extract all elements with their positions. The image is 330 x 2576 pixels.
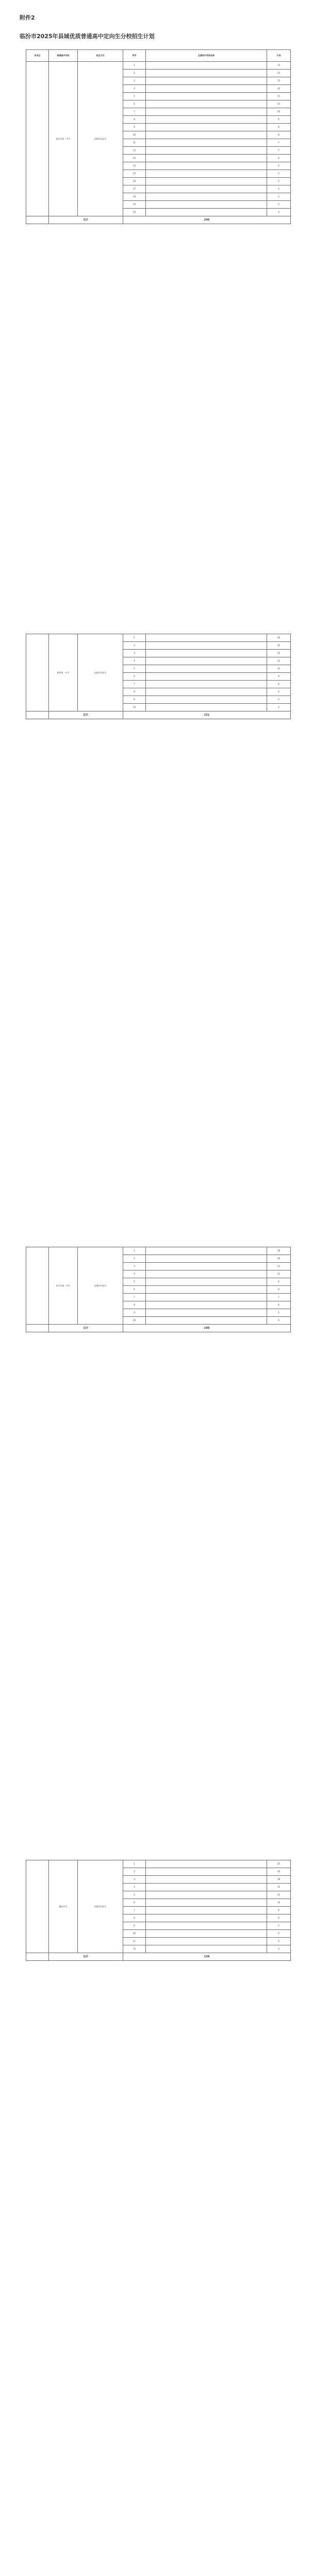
header-county: 县市区 xyxy=(26,50,49,62)
seq-cell: 20 xyxy=(123,209,146,216)
source-school-cell xyxy=(146,131,267,139)
source-school-cell xyxy=(146,1945,267,1953)
quota-cell: 18 xyxy=(267,1247,291,1255)
source-school-cell xyxy=(146,1278,267,1286)
quota-cell: 5 xyxy=(267,696,291,704)
seq-cell: 6 xyxy=(123,100,146,108)
table-row xyxy=(26,62,291,70)
seq-cell: 8 xyxy=(123,116,146,124)
seq-cell: 6 xyxy=(123,673,146,681)
seq-cell: 14 xyxy=(123,162,146,170)
header-school: 普通高中学校 xyxy=(49,50,78,62)
quota-cell: 3 xyxy=(267,1945,291,1953)
school-cell: 侯马市第一中学 xyxy=(49,1247,78,1325)
quota-cell: 5 xyxy=(267,1309,291,1317)
seq-cell: 6 xyxy=(123,1899,146,1907)
quota-cell: 3 xyxy=(267,201,291,209)
quota-cell: 22 xyxy=(267,642,291,650)
seq-cell: 1 xyxy=(123,62,146,70)
quota-cell: 9 xyxy=(267,116,291,124)
source-school-cell xyxy=(146,1899,267,1907)
subtotal-label: 总计 xyxy=(49,1325,123,1332)
county-cell xyxy=(26,1247,49,1325)
source-school-cell xyxy=(146,1294,267,1301)
quota-cell: 8 xyxy=(267,1286,291,1294)
seq-cell: 10 xyxy=(123,704,146,711)
county-cell xyxy=(26,634,49,711)
quota-cell: 6 xyxy=(267,155,291,162)
seq-cell: 3 xyxy=(123,1876,146,1884)
source-school-cell xyxy=(146,1286,267,1294)
quota-cell: 10 xyxy=(267,1899,291,1907)
header-seq: 序号 xyxy=(123,50,146,62)
quota-cell: 20 xyxy=(267,1868,291,1876)
seq-cell: 10 xyxy=(123,1930,146,1938)
source-school-cell xyxy=(146,70,267,77)
county-cell xyxy=(26,711,49,719)
seq-cell: 7 xyxy=(123,681,146,688)
source-school-cell xyxy=(146,657,267,665)
document-page-5 xyxy=(0,2452,330,2576)
source-school-cell xyxy=(146,1247,267,1255)
seq-cell: 15 xyxy=(123,170,146,178)
header-method: 招生方式 xyxy=(78,50,123,62)
document-page-3 xyxy=(0,1226,330,1834)
seq-cell: 4 xyxy=(123,1884,146,1891)
seq-cell: 4 xyxy=(123,85,146,93)
source-school-cell xyxy=(146,634,267,642)
source-school-cell xyxy=(146,108,267,116)
source-school-cell xyxy=(146,642,267,650)
source-school-cell xyxy=(146,1914,267,1922)
school-cell: 临汾市第一中学 xyxy=(49,62,78,216)
subtotal-label: 总计 xyxy=(49,1953,123,1961)
table-row xyxy=(26,1247,291,1255)
quota-cell: 9 xyxy=(267,1278,291,1286)
source-school-cell xyxy=(146,155,267,162)
source-school-cell xyxy=(146,209,267,216)
method-cell: 县域定向招生 xyxy=(78,1860,123,1953)
seq-cell: 1 xyxy=(123,1247,146,1255)
subtotal-value: 138 xyxy=(123,1953,291,1961)
source-school-cell xyxy=(146,93,267,100)
source-school-cell xyxy=(146,62,267,70)
quota-cell: 25 xyxy=(267,1860,291,1868)
source-school-cell xyxy=(146,162,267,170)
seq-cell: 6 xyxy=(123,1286,146,1294)
seq-cell: 2 xyxy=(123,642,146,650)
seq-cell: 1 xyxy=(123,1860,146,1868)
seq-cell: 2 xyxy=(123,70,146,77)
quota-cell: 5 xyxy=(267,178,291,185)
quota-cell: 3 xyxy=(267,193,291,201)
quota-cell: 7 xyxy=(267,147,291,155)
seq-cell: 9 xyxy=(123,696,146,704)
seq-cell: 5 xyxy=(123,93,146,100)
table-row xyxy=(26,1860,291,1868)
quota-cell: 12 xyxy=(267,1263,291,1270)
source-school-cell xyxy=(146,1317,267,1325)
seq-cell: 10 xyxy=(123,1317,146,1325)
source-school-cell xyxy=(146,696,267,704)
enrollment-table-1 xyxy=(26,49,291,224)
source-school-cell xyxy=(146,1255,267,1263)
quota-cell: 14 xyxy=(267,70,291,77)
source-school-cell xyxy=(146,1930,267,1938)
header-quota: 计划 xyxy=(267,50,291,62)
quota-cell: 9 xyxy=(267,673,291,681)
seq-cell: 19 xyxy=(123,201,146,209)
table-header-row xyxy=(26,50,291,62)
county-cell xyxy=(26,1325,49,1332)
seq-cell: 8 xyxy=(123,1914,146,1922)
quota-cell: 5 xyxy=(267,170,291,178)
subtotal-row xyxy=(26,1325,291,1332)
quota-cell: 4 xyxy=(267,1930,291,1938)
quota-cell: 14 xyxy=(267,62,291,70)
table-row xyxy=(26,634,291,642)
source-school-cell xyxy=(146,124,267,131)
source-school-cell xyxy=(146,1301,267,1309)
source-school-cell xyxy=(146,1263,267,1270)
source-school-cell xyxy=(146,100,267,108)
seq-cell: 7 xyxy=(123,108,146,116)
seq-cell: 2 xyxy=(123,1868,146,1876)
source-school-cell xyxy=(146,201,267,209)
seq-cell: 4 xyxy=(123,657,146,665)
source-school-cell xyxy=(146,77,267,85)
subtotal-row xyxy=(26,711,291,719)
quota-cell: 6 xyxy=(267,1914,291,1922)
source-school-cell xyxy=(146,673,267,681)
quota-cell: 8 xyxy=(267,681,291,688)
seq-cell: 16 xyxy=(123,178,146,185)
quota-cell: 10 xyxy=(267,100,291,108)
subtotal-row xyxy=(26,216,291,224)
county-cell xyxy=(26,1953,49,1961)
quota-cell: 6 xyxy=(267,1301,291,1309)
seq-cell: 5 xyxy=(123,1891,146,1899)
seq-cell: 1 xyxy=(123,634,146,642)
source-school-cell xyxy=(146,185,267,193)
school-cell: 襄汾中学 xyxy=(49,1860,78,1953)
seq-cell: 3 xyxy=(123,77,146,85)
source-school-cell xyxy=(146,147,267,155)
county-cell xyxy=(26,62,49,216)
school-cell: 霍州第一中学 xyxy=(49,634,78,711)
source-school-cell xyxy=(146,1891,267,1899)
quota-cell: 11 xyxy=(267,1270,291,1278)
method-cell: 县域定向招生 xyxy=(78,62,123,216)
enrollment-table-2 xyxy=(26,634,291,719)
quota-cell: 13 xyxy=(267,77,291,85)
quota-cell: 8 xyxy=(267,124,291,131)
seq-cell: 5 xyxy=(123,665,146,673)
quota-cell: 11 xyxy=(267,93,291,100)
quota-cell: 15 xyxy=(267,1884,291,1891)
source-school-cell xyxy=(146,1309,267,1317)
seq-cell: 4 xyxy=(123,1270,146,1278)
header-source-school: 生源初中学校名称 xyxy=(146,50,267,62)
quota-cell: 12 xyxy=(267,1891,291,1899)
source-school-cell xyxy=(146,1884,267,1891)
quota-cell: 4 xyxy=(267,185,291,193)
quota-cell: 15 xyxy=(267,650,291,657)
source-school-cell xyxy=(146,139,267,147)
source-school-cell xyxy=(146,704,267,711)
seq-cell: 9 xyxy=(123,124,146,131)
quota-cell: 12 xyxy=(267,657,291,665)
seq-cell: 18 xyxy=(123,193,146,201)
seq-cell: 7 xyxy=(123,1294,146,1301)
source-school-cell xyxy=(146,1876,267,1884)
subtotal-value: 131 xyxy=(123,711,291,719)
seq-cell: 11 xyxy=(123,1938,146,1945)
source-school-cell xyxy=(146,1270,267,1278)
quota-cell: 30 xyxy=(267,634,291,642)
subtotal-label: 总计 xyxy=(49,216,123,224)
source-school-cell xyxy=(146,681,267,688)
source-school-cell xyxy=(146,688,267,696)
source-school-cell xyxy=(146,1860,267,1868)
seq-cell: 11 xyxy=(123,139,146,147)
seq-cell: 12 xyxy=(123,1945,146,1953)
document-title: 临汾市2025年县域优质普通高中定向生分校招生计划 xyxy=(20,33,155,40)
source-school-cell xyxy=(146,178,267,185)
subtotal-value: 246 xyxy=(123,216,291,224)
source-school-cell xyxy=(146,650,267,657)
seq-cell: 13 xyxy=(123,155,146,162)
source-school-cell xyxy=(146,1907,267,1914)
quota-cell: 10 xyxy=(267,108,291,116)
subtotal-row xyxy=(26,1953,291,1961)
seq-cell: 9 xyxy=(123,1922,146,1930)
quota-cell: 12 xyxy=(267,85,291,93)
enrollment-table-4 xyxy=(26,1860,291,1961)
source-school-cell xyxy=(146,170,267,178)
source-school-cell xyxy=(146,1938,267,1945)
quota-cell: 16 xyxy=(267,1255,291,1263)
source-school-cell xyxy=(146,116,267,124)
subtotal-label: 总计 xyxy=(49,711,123,719)
document-page-2 xyxy=(0,613,330,1221)
quota-cell: 10 xyxy=(267,665,291,673)
seq-cell: 7 xyxy=(123,1907,146,1914)
county-cell xyxy=(26,1860,49,1953)
subtotal-value: 100 xyxy=(123,1325,291,1332)
source-school-cell xyxy=(146,665,267,673)
method-cell: 县城定向招生 xyxy=(78,1247,123,1325)
document-page-1 xyxy=(0,0,330,608)
quota-cell: 5 xyxy=(267,1922,291,1930)
seq-cell: 3 xyxy=(123,650,146,657)
quota-cell: 4 xyxy=(267,704,291,711)
seq-cell: 12 xyxy=(123,147,146,155)
seq-cell: 9 xyxy=(123,1309,146,1317)
quota-cell: 3 xyxy=(267,209,291,216)
seq-cell: 8 xyxy=(123,1301,146,1309)
quota-cell: 6 xyxy=(267,162,291,170)
seq-cell: 3 xyxy=(123,1263,146,1270)
quota-cell: 18 xyxy=(267,1876,291,1884)
quota-cell: 6 xyxy=(267,688,291,696)
method-cell: 县域定向招生 xyxy=(78,634,123,711)
source-school-cell xyxy=(146,193,267,201)
annex-label: 附件2 xyxy=(20,14,35,21)
seq-cell: 17 xyxy=(123,185,146,193)
source-school-cell xyxy=(146,1922,267,1930)
quota-cell: 4 xyxy=(267,1317,291,1325)
source-school-cell xyxy=(146,85,267,93)
quota-cell: 7 xyxy=(267,1294,291,1301)
enrollment-table-3 xyxy=(26,1247,291,1332)
seq-cell: 5 xyxy=(123,1278,146,1286)
quota-cell: 8 xyxy=(267,131,291,139)
document-page-4 xyxy=(0,1839,330,2447)
quota-cell: 4 xyxy=(267,1938,291,1945)
quota-cell: 8 xyxy=(267,1907,291,1914)
seq-cell: 10 xyxy=(123,131,146,139)
seq-cell: 2 xyxy=(123,1255,146,1263)
source-school-cell xyxy=(146,1868,267,1876)
county-cell xyxy=(26,216,49,224)
quota-cell: 7 xyxy=(267,139,291,147)
seq-cell: 8 xyxy=(123,688,146,696)
